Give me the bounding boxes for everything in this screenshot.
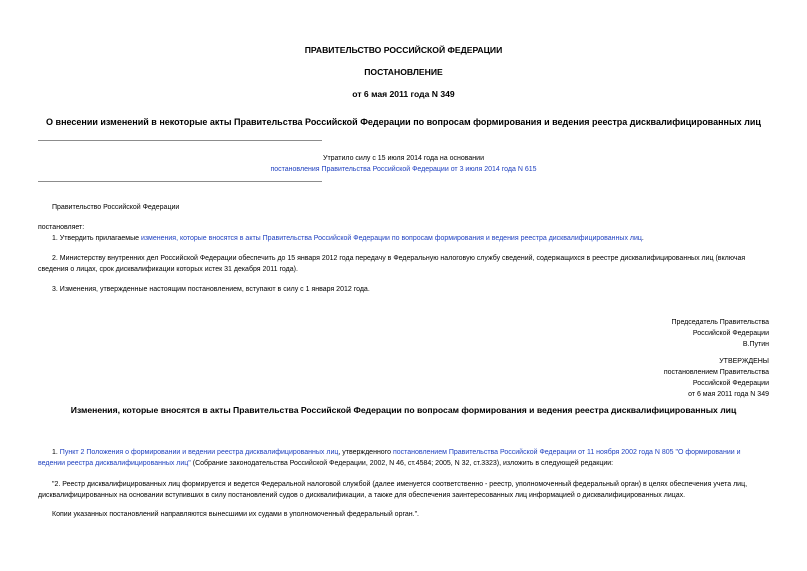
- signature-line-3: В.Путин: [742, 341, 769, 348]
- change-item-1-number: 1.: [52, 449, 60, 456]
- change-item-1-end: (Собрание законодательства Российской Федерации, 2002, N 46, ст.4584; 2005, N 32, ст.3323), изложить в следующей редакции:: [190, 460, 614, 467]
- repeal-note-link[interactable]: постановления Правительства Российской Федерации от 3 июля 2014 года N 615: [270, 166, 537, 173]
- resolution-805-link[interactable]: постановлением Правительства Российской Федерации от 11 ноября 2002 года N 805 "О формировании и ведении реестра дисквалифицированных лиц": [38, 449, 741, 467]
- header-doc-type: ПОСТАНОВЛЕНИЕ: [364, 67, 443, 77]
- paragraph-1-end: .: [641, 235, 644, 242]
- postanovlyaet-label: постановляет:: [38, 224, 85, 231]
- repeal-note-text: Утратило силу с 15 июля 2014 года на основании: [323, 155, 484, 162]
- changes-link[interactable]: изменения, которые вносятся в акты Правительства Российской Федерации по вопросам формирования и ведения реестра дисквалифицированных лиц: [140, 235, 642, 242]
- change-item-1-mid: , утвержденного: [338, 449, 393, 456]
- header-org: ПРАВИТЕЛЬСТВО РОССИЙСКОЙ ФЕДЕРАЦИИ: [304, 45, 503, 55]
- divider-top: [38, 140, 322, 141]
- signature-block: [519, 317, 769, 350]
- regulation-point-link[interactable]: Пункт 2 Положения о формировании и ведении реестра дисквалифицированных лиц: [59, 449, 339, 456]
- signature-line-1: Председатель Правительства: [671, 319, 769, 326]
- change-item-3: Копии указанных постановлений направляются вынесшими их судами в уполномоченный федеральный орган.".: [52, 511, 420, 518]
- document-title: О внесении изменений в некоторые акты Правительства Российской Федерации по вопросам формирования и ведения реестра дисквалифицированных лиц: [46, 117, 761, 127]
- repeal-note: [0, 153, 807, 175]
- approval-line-2: постановлением Правительства: [663, 369, 769, 376]
- header-date-number: от 6 мая 2011 года N 349: [352, 89, 455, 99]
- paragraph-1: [38, 233, 768, 244]
- government-label: Правительство Российской Федерации: [52, 204, 180, 211]
- changes-title: Изменения, которые вносятся в акты Правительства Российской Федерации по вопросам формирования и ведения реестра дисквалифицированных лиц: [70, 405, 737, 415]
- paragraph-3: 3. Изменения, утвержденные настоящим постановлением, вступают в силу с 1 января 2012 года.: [52, 286, 370, 293]
- paragraph-1-text: 1. Утвердить прилагаемые: [52, 235, 141, 242]
- change-item-2: "2. Реестр дисквалифицированных лиц формируется и ведется Федеральной налоговой службой (далее именуется соответственно - реестр, уполномоченный федеральный орган) в целях обеспечения учета лиц, дисквалифицированных на основании вступивших в силу постановлений судов о дисквалификации, а также для обеспечения заинтересованных лиц информацией о дисквалифицированных лицах.: [38, 481, 748, 499]
- approval-block: [519, 356, 769, 400]
- divider-bottom: [38, 181, 322, 182]
- approval-line-3: Российской Федерации: [692, 380, 769, 387]
- change-item-1: [38, 447, 768, 469]
- signature-line-2: Российской Федерации: [692, 330, 769, 337]
- approval-line-1: УТВЕРЖДЕНЫ: [719, 358, 769, 365]
- approval-line-4: от 6 мая 2011 года N 349: [688, 391, 769, 398]
- paragraph-2: 2. Министерству внутренних дел Российской Федерации обеспечить до 15 января 2012 года передачу в Федеральную налоговую службу сведений, содержащихся в реестре дисквалифицированных лиц (включая сведения о лицах, срок дисквалификации которых истек 31 декабря 2011 года).: [38, 255, 746, 273]
